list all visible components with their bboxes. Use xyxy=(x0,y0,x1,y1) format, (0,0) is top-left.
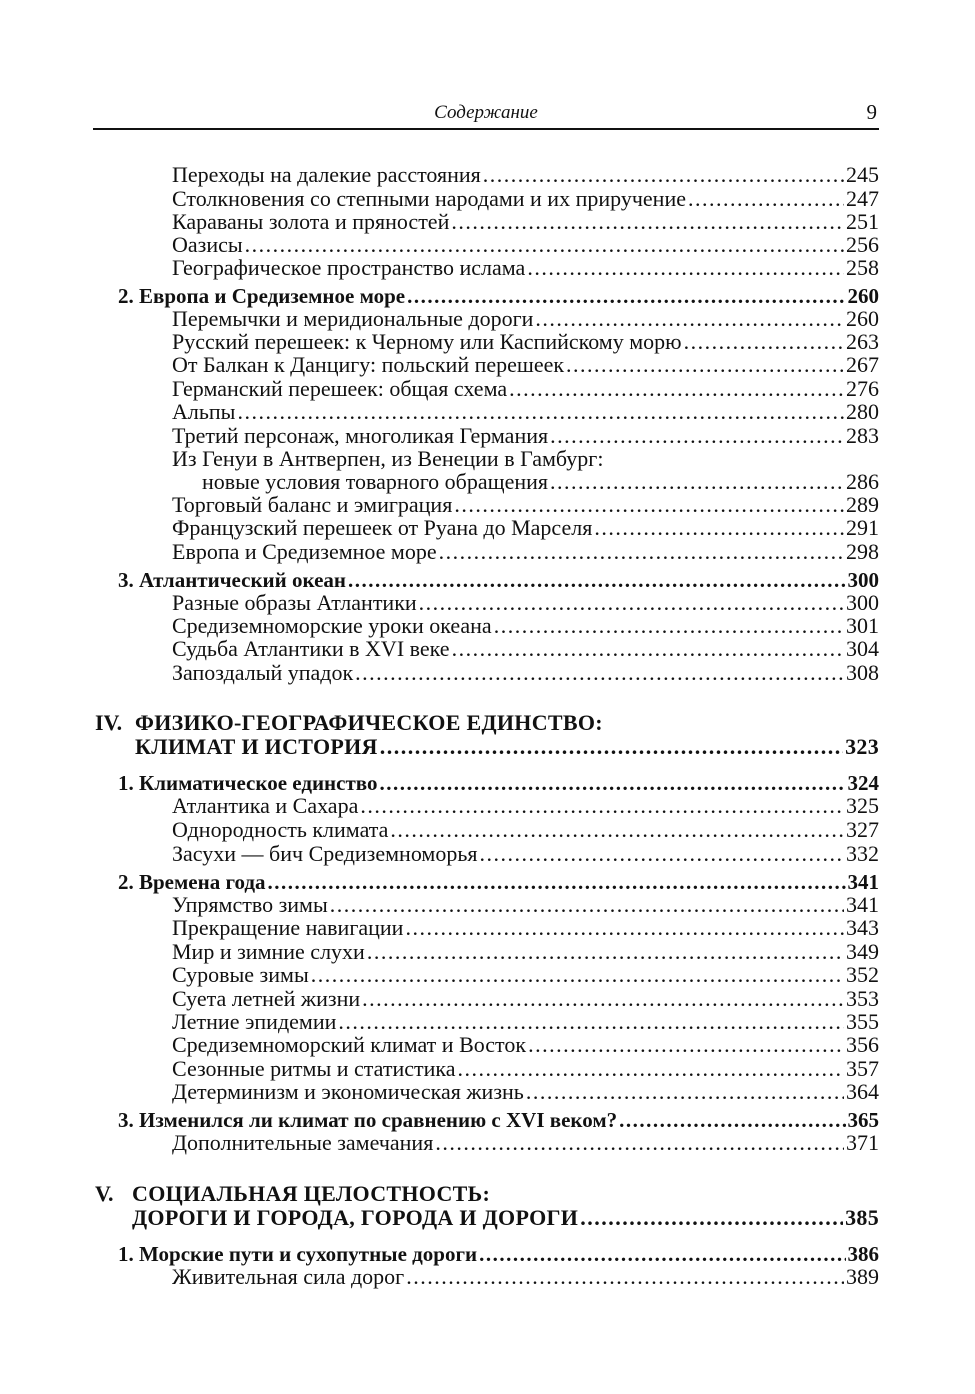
toc-entry[interactable]: Оазисы ..... 256 xyxy=(172,233,879,257)
chapter-number: IV. xyxy=(95,710,123,735)
chapter-title: СОЦИАЛЬНАЯ ЦЕЛОСТНОСТЬ: xyxy=(132,1181,491,1206)
toc-entry[interactable]: Географическое пространство ислама ..... 258 xyxy=(172,256,879,280)
toc-entry[interactable]: Мир и зимние слухи ..... 349 xyxy=(172,940,879,964)
toc-entry[interactable]: Запоздалый упадок ..... 308 xyxy=(172,661,879,685)
toc-section[interactable]: 2. Европа и Средиземное море ..... 260 xyxy=(118,284,879,308)
toc-chapter[interactable]: ДОРОГИ И ГОРОДА, ГОРОДА И ДОРОГИ ..... 385 xyxy=(132,1206,879,1230)
toc-entry[interactable]: Летние эпидемии ..... 355 xyxy=(172,1010,879,1034)
running-head-title: Содержание xyxy=(434,102,538,123)
toc-entry[interactable]: Дополнительные замечания ..... 371 xyxy=(172,1131,879,1155)
toc-entry[interactable]: Альпы ..... 280 xyxy=(172,400,879,424)
toc-entry[interactable]: Сезонные ритмы и статистика ..... 357 xyxy=(172,1057,879,1081)
toc-entry[interactable]: Из Генуи в Антверпен, из Венеции в Гамбург: xyxy=(172,447,604,471)
toc-entry[interactable]: Прекращение навигации ..... 343 xyxy=(172,916,879,940)
toc-entry[interactable]: Засухи — бич Средиземноморья ..... 332 xyxy=(172,842,879,866)
toc-entry[interactable]: Столкновения со степными народами и их приручение ..... 247 xyxy=(172,187,879,211)
page-number: 9 xyxy=(866,100,877,124)
toc-entry[interactable]: Живительная сила дорог ..... 389 xyxy=(172,1265,879,1289)
toc-section[interactable]: 2. Времена года ..... 341 xyxy=(118,870,879,894)
chapter-title: ФИЗИКО-ГЕОГРАФИЧЕСКОЕ ЕДИНСТВО: xyxy=(135,710,603,735)
toc-entry[interactable]: Французский перешеек от Руана до Марселя ..... 291 xyxy=(172,516,879,540)
toc-entry[interactable]: Европа и Средиземное море ..... 298 xyxy=(172,540,879,564)
toc-entry[interactable]: Судьба Атлантики в XVI веке ..... 304 xyxy=(172,637,879,661)
toc-entry[interactable]: Торговый баланс и эмиграция ..... 289 xyxy=(172,493,879,517)
toc-entry[interactable]: Перемычки и меридиональные дороги ..... 260 xyxy=(172,307,879,331)
toc-entry[interactable]: Средиземноморские уроки океана ..... 301 xyxy=(172,614,879,638)
running-head xyxy=(93,100,879,130)
toc-section[interactable]: 3. Изменился ли климат по сравнению с XVI веком? ..... 365 xyxy=(118,1108,879,1132)
toc-section[interactable]: 1. Климатическое единство ..... 324 xyxy=(118,771,879,795)
toc-entry[interactable]: Германский перешеек: общая схема ..... 276 xyxy=(172,377,879,401)
toc-entry[interactable]: Разные образы Атлантики ..... 300 xyxy=(172,591,879,615)
toc-entry[interactable]: Переходы на далекие расстояния ..... 245 xyxy=(172,163,879,187)
toc-entry[interactable]: Суета летней жизни ..... 353 xyxy=(172,987,879,1011)
toc-entry[interactable]: новые условия товарного обращения ..... 286 xyxy=(202,470,879,494)
toc-entry[interactable]: Упрямство зимы ..... 341 xyxy=(172,893,879,917)
toc-entry[interactable]: Русский перешеек: к Черному или Каспийскому морю ..... 263 xyxy=(172,330,879,354)
chapter-number: V. xyxy=(95,1181,114,1206)
toc-chapter[interactable]: КЛИМАТ И ИСТОРИЯ ..... 323 xyxy=(135,735,879,759)
toc-section[interactable]: 1. Морские пути и сухопутные дороги ..... 386 xyxy=(118,1242,879,1266)
toc-entry[interactable]: Третий персонаж, многоликая Германия ..... 283 xyxy=(172,424,879,448)
toc-entry[interactable]: Караваны золота и пряностей ..... 251 xyxy=(172,210,879,234)
toc-entry[interactable]: Атлантика и Сахара ..... 325 xyxy=(172,794,879,818)
toc-entry[interactable]: Средиземноморский климат и Восток ..... 356 xyxy=(172,1033,879,1057)
toc-entry[interactable]: Детерминизм и экономическая жизнь ..... 364 xyxy=(172,1080,879,1104)
toc-section[interactable]: 3. Атлантический океан ..... 300 xyxy=(118,568,879,592)
toc-entry[interactable]: От Балкан к Данцигу: польский перешеек ..... 267 xyxy=(172,353,879,377)
toc-entry[interactable]: Однородность климата ..... 327 xyxy=(172,818,879,842)
toc-entry[interactable]: Суровые зимы ..... 352 xyxy=(172,963,879,987)
